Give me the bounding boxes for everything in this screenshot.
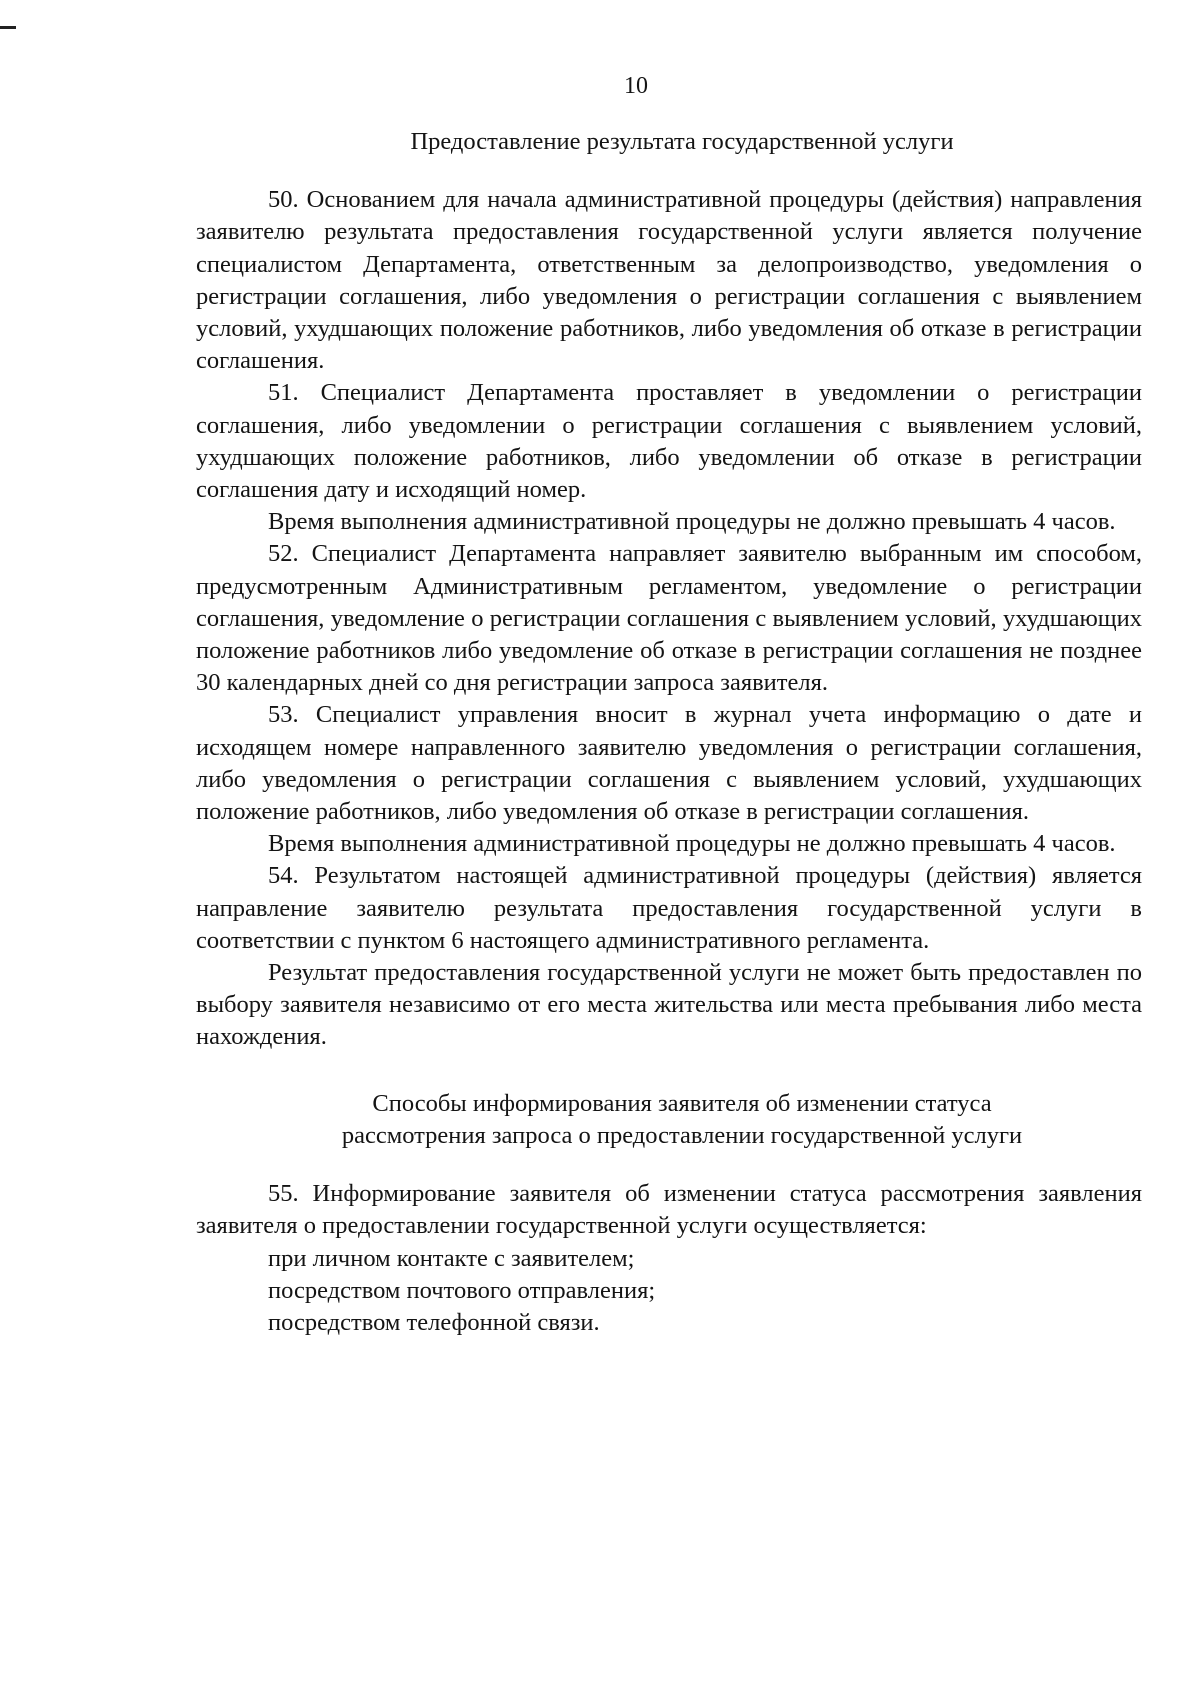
paragraph-53-time: Время выполнения административной процедуры не должно превышать 4 часов.: [268, 830, 1116, 858]
paragraph-54-result: Результат предоставления государственной услуги не может быть предоставлен по выбору заявителя независимо от его места жительства или места пребывания либо места нахождения.: [196, 959, 1142, 1051]
paragraph-51-time: Время выполнения административной процедуры не должно превышать 4 часов.: [268, 508, 1116, 536]
section-heading-informing-line1: Способы информирования заявителя об изменении статуса: [372, 1089, 992, 1117]
paragraph-53: 53. Специалист управления вносит в журнал учета информацию о дате и исходящем номере направленного заявителю уведомления о регистрации соглашения, либо уведомления о регистрации соглашения с выявлением условий, ухудшающих положение работников, либо уведомления об отказе в регистрации соглашения.: [196, 701, 1142, 826]
page-number: 10: [624, 73, 648, 99]
paragraph-54: 54. Результатом настоящей административной процедуры (действия) является направление заявителю результата предоставления государственной услуги в соответствии с пунктом 6 настоящего административного регламента.: [196, 862, 1142, 954]
section-heading-informing-line2: рассмотрения запроса о предоставлении государственной услуги: [341, 1121, 1023, 1149]
scan-edge-mark: [0, 26, 16, 29]
paragraph-52: 52. Специалист Департамента направляет заявителю выбранным им способом, предусмотренным Административным регламентом, уведомление о регистрации соглашения, уведомление о регистрации соглашения с выявлением условий, ухудшающих положение работников либо уведомление об отказе в регистрации соглашения не позднее 30 календарных дней со дня регистрации запроса заявителя.: [196, 540, 1142, 697]
paragraph-50: 50. Основанием для начала административной процедуры (действия) направления заявителю результата предоставления государственной услуги является получение специалистом Департамента, ответственным за делопроизводство, уведомления о регистрации соглашения, либо уведомления о регистрации соглашения с выявлением условий, ухудшающих положение работников, либо уведомления об отказе в регистрации соглашения.: [196, 186, 1142, 375]
paragraph-55: 55. Информирование заявителя об изменении статуса рассмотрения заявления заявителя о предоставлении государственной услуги осуществляется:: [196, 1180, 1142, 1240]
list-item: при личном контакте с заявителем;: [268, 1244, 635, 1272]
list-item: посредством телефонной связи.: [268, 1308, 600, 1336]
document-body: [196, 126, 1142, 1339]
section-heading-informing: [196, 1088, 1142, 1152]
section-heading-result: Предоставление результата государственной услуги: [410, 128, 954, 155]
paragraph-51: 51. Специалист Департамента проставляет в уведомлении о регистрации соглашения, либо уведомлении о регистрации соглашения с выявлением условий, ухудшающих положение работников, либо уведомлении об отказе в регистрации соглашения дату и исходящий номер.: [196, 379, 1142, 504]
list-item: посредством почтового отправления;: [268, 1276, 656, 1304]
